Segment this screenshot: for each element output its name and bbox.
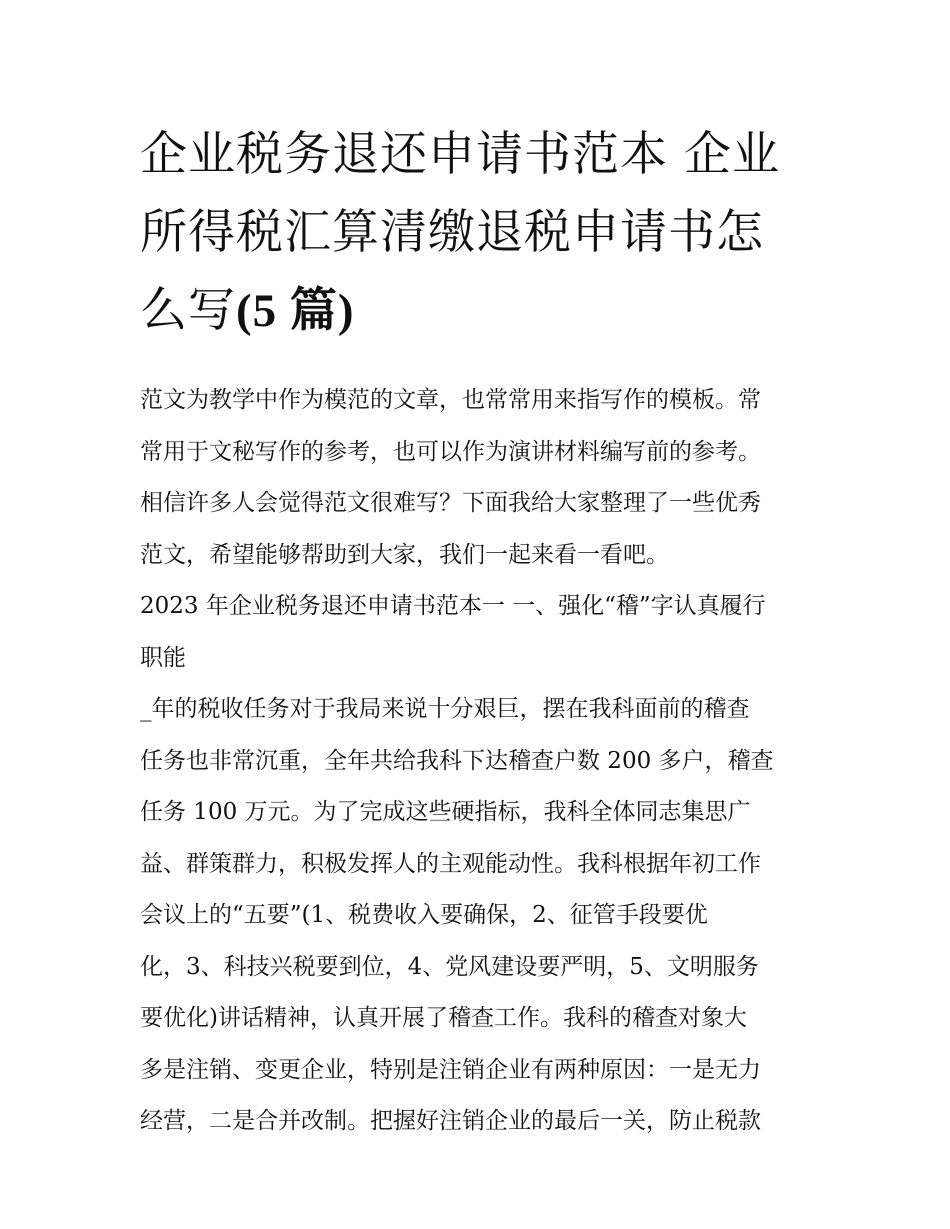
document-body xyxy=(140,375,830,1148)
body-line: 任务 100 万元。为了完成这些硬指标，我科全体同志集思广 xyxy=(140,799,751,825)
body-line: 要优化)讲话精神，认真开展了稽查工作。我科的稽查对象大 xyxy=(140,1005,747,1031)
document-title xyxy=(140,116,830,350)
body-line: 常用于文秘写作的参考，也可以作为演讲材料编写前的参考。 xyxy=(140,438,761,465)
body-line: 化，3、科技兴税要到位，4、党风建设要严明，5、文明服务 xyxy=(140,953,759,980)
title-line: 所得税汇算清缴退税申请书怎 xyxy=(140,205,764,260)
body-line: _年的税收任务对于我局来说十分艰巨，摆在我科面前的稽查 xyxy=(140,696,750,722)
body-line: 益、群策群力，积极发挥人的主观能动性。我科根据年初工作 xyxy=(140,850,761,877)
body-line: 多是注销、变更企业，特别是注销企业有两种原因：一是无力 xyxy=(140,1056,761,1083)
document-page xyxy=(140,116,830,1148)
body-line: 任务也非常沉重，全年共给我科下达稽查户数 200 多户，稽查 xyxy=(140,747,774,774)
body-line: 范文，希望能够帮助到大家，我们一起来看一看吧。 xyxy=(140,541,669,568)
body-line: 经营，二是合并改制。把握好注销企业的最后一关，防止税款 xyxy=(140,1108,761,1134)
title-count: (5 篇) xyxy=(236,285,355,337)
section-heading: 职能 xyxy=(140,644,186,671)
title-line xyxy=(140,272,830,350)
title-line: 企业税务退还申请书范本 企业 xyxy=(140,127,780,182)
section-heading: 2023 年企业税务退还申请书范本一 一、强化“稽”字认真履行 xyxy=(140,593,766,619)
body-line: 会议上的“五要”(1、税费收入要确保，2、征管手段要优 xyxy=(140,902,708,928)
title-line-text: 么写 xyxy=(140,283,236,338)
body-line: 范文为教学中作为模范的文章，也常常用来指写作的模板。常 xyxy=(140,387,761,413)
body-line: 相信许多人会觉得范文很难写？下面我给大家整理了一些优秀 xyxy=(140,490,761,516)
